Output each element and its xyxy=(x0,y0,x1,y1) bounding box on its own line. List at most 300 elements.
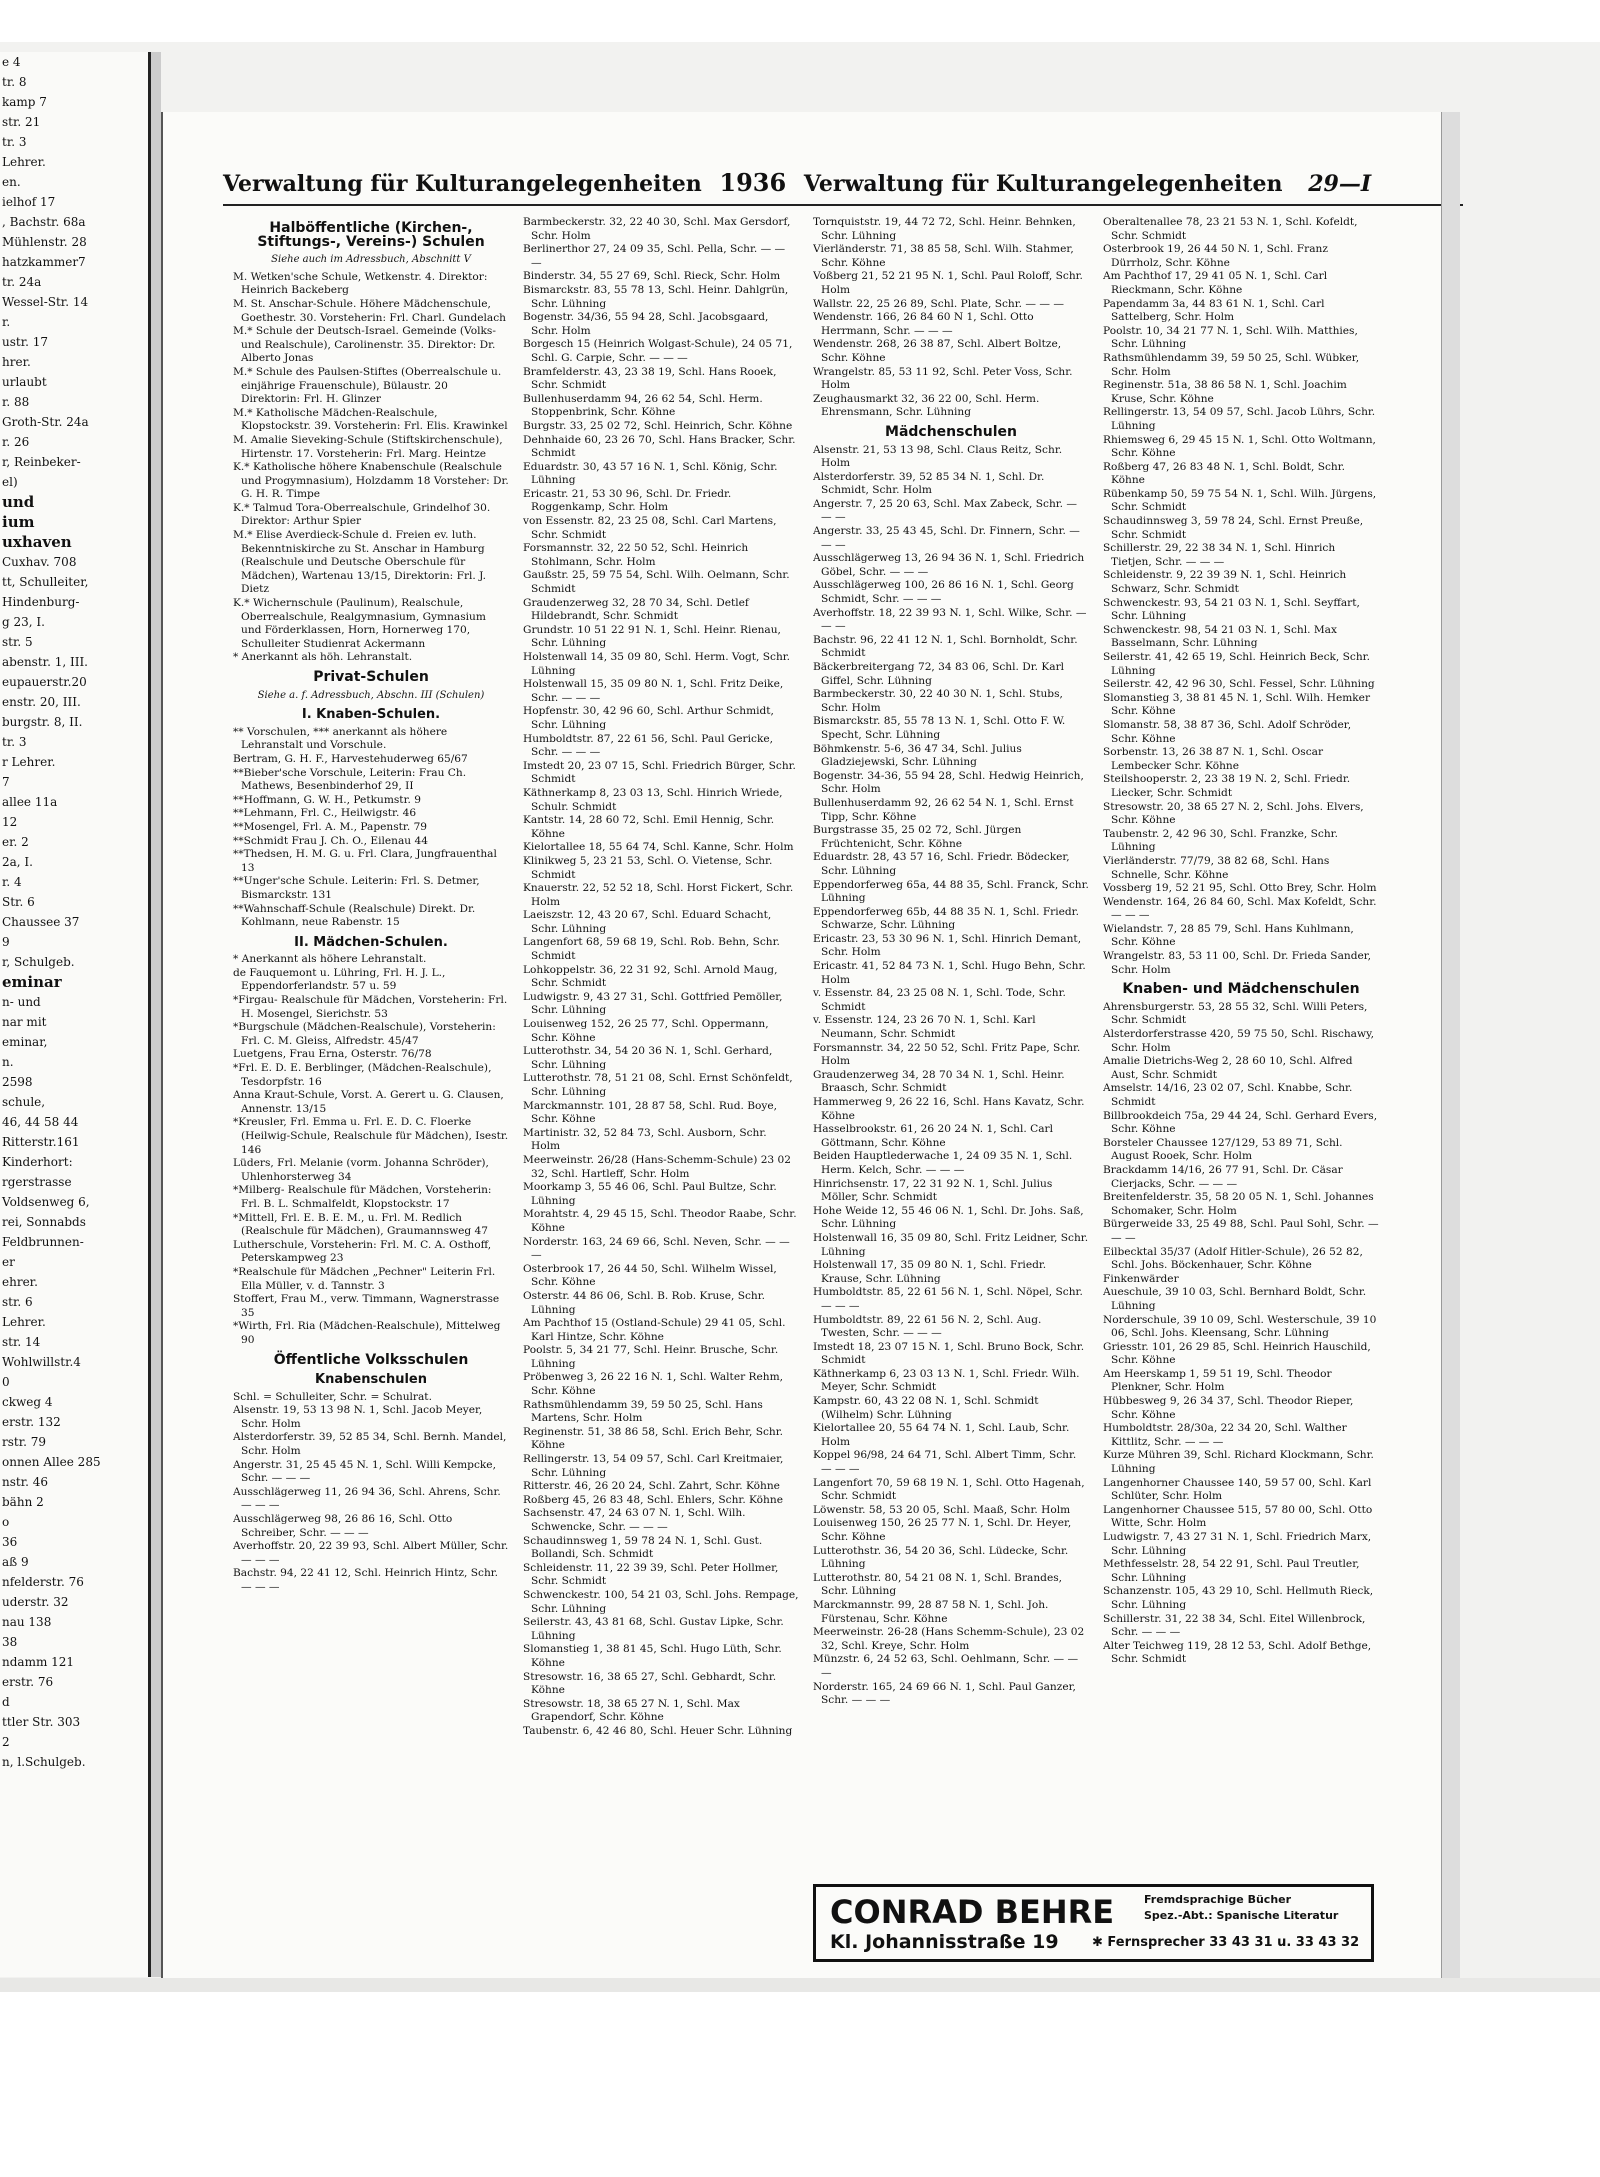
directory-entry: Käthnerkamp 6, 23 03 13 N. 1, Schl. Friedr. Wilh. Meyer, Schr. Schmidt xyxy=(813,1367,1080,1394)
directory-entry: Wendenstr. 268, 26 38 87, Schl. Albert Boltze, Schr. Köhne xyxy=(813,338,1062,364)
left-page-line: ndamm 121 xyxy=(2,1655,75,1669)
directory-entry: Ericastr. 21, 53 30 96, Schl. Dr. Friedr. Roggenkamp, Schr. Holm xyxy=(523,487,732,514)
directory-entry: K.* Talmud Tora-Oberrealschule, Grindelhof 30. Direktor: Arthur Spier xyxy=(233,501,491,528)
left-page-line: nau 138 xyxy=(2,1615,52,1629)
directory-entry: Angerstr. 33, 25 43 45, Schl. Dr. Finnern, Schr. — — — xyxy=(813,525,1080,551)
left-page-line: bähn 2 xyxy=(2,1495,44,1509)
directory-entry: Berlinerthor 27, 24 09 35, Schl. Pella, Schr. — — — xyxy=(523,243,786,269)
left-page-line: Chaussee 37 xyxy=(2,915,80,929)
directory-entry: Bürgerweide 33, 25 49 88, Schl. Paul Sohl, Schr. — — — xyxy=(1103,1218,1379,1244)
directory-entry: Schwenckestr. 98, 54 21 03 N. 1, Schl. Max Basselmann, Schr. Lühning xyxy=(1103,623,1337,650)
directory-entry: Barmbeckerstr. 32, 22 40 30, Schl. Max Gersdorf, Schr. Holm xyxy=(523,216,791,242)
directory-entry: Käthnerkamp 8, 23 03 13, Schl. Hinrich Wriede, Schulr. Schmidt xyxy=(523,786,783,813)
directory-entry: Lüders, Frl. Melanie (vorm. Johanna Schröder), Uhlenhorsterweg 34 xyxy=(233,1157,489,1183)
left-page-line: o xyxy=(2,1515,10,1529)
directory-entry: Stresowstr. 16, 38 65 27, Schl. Gebhardt, Schr. Köhne xyxy=(523,1670,777,1697)
section-note: Siehe a. f. Adressbuch, Abschn. III (Schulen) xyxy=(257,689,485,701)
section-heading: Privat-Schulen xyxy=(313,669,429,685)
directory-entry: Schl. = Schulleiter, Schr. = Schulrat. xyxy=(233,1390,432,1403)
directory-entry: Stresowstr. 18, 38 65 27 N. 1, Schl. Max Grapendorf, Schr. Köhne xyxy=(523,1697,740,1724)
left-page-line: el) xyxy=(2,475,18,489)
directory-entry: **Lehmann, Frl. C., Heilwigstr. 46 xyxy=(233,807,417,820)
header-right-title: Verwaltung für Kulturangelegenheiten xyxy=(803,171,1283,197)
directory-entry: **Wahnschaff-Schule (Realschule) Direkt. Dr. Kohlmann, neue Rabenstr. 15 xyxy=(233,902,476,929)
directory-entry: v. Essenstr. 84, 23 25 08 N. 1, Schl. Tode, Schr. Schmidt xyxy=(813,987,1066,1013)
directory-entry: Schanzenstr. 105, 43 29 10, Schl. Hellmuth Rieck, Schr. Lühning xyxy=(1103,1585,1374,1611)
left-page-line: tr. 24a xyxy=(2,275,42,289)
directory-entry: Burgstrasse 35, 25 02 72, Schl. Jürgen Früchtenicht, Schr. Köhne xyxy=(813,824,1022,850)
directory-entry: Beiden Hauptlederwache 1, 24 09 35 N. 1, Schl. Herm. Kelch, Schr. — — — xyxy=(813,1150,1073,1176)
directory-entry: Norderstr. 163, 24 69 66, Schl. Neven, Schr. — — — xyxy=(523,1235,790,1262)
ad-tagline-2: Spez.-Abt.: Spanische Literatur xyxy=(1144,1909,1339,1922)
directory-entry: Taubenstr. 6, 42 46 80, Schl. Heuer Schr. Lühning xyxy=(523,1724,793,1737)
directory-entry: Ausschlägerweg 13, 26 94 36 N. 1, Schl. Friedrich Göbel, Schr. — — — xyxy=(813,552,1085,578)
directory-entry: Breitenfelderstr. 35, 58 20 05 N. 1, Schl. Johannes Schomaker, Schr. Holm xyxy=(1103,1191,1374,1217)
directory-entry: Schwenckestr. 100, 54 21 03, Schl. Johs. Rempage, Schr. Lühning xyxy=(523,1588,799,1615)
directory-entry: Wrangelstr. 83, 53 11 00, Schl. Dr. Frieda Sander, Schr. Holm xyxy=(1103,950,1372,976)
directory-entry: Sorbenstr. 13, 26 38 87 N. 1, Schl. Oscar Lembecker Schr. Köhne xyxy=(1103,746,1324,772)
directory-entry: *Wirth, Frl. Ria (Mädchen-Realschule), Mittelweg 90 xyxy=(233,1320,501,1346)
directory-entry: Finkenwärder xyxy=(1103,1272,1179,1285)
directory-entry: M.* Schule des Paulsen-Stiftes (Oberrealschule u. einjährige Frauenschule), Bülaustr. 20 Direktorin: Frl. H. Glinzer xyxy=(233,365,502,406)
directory-entry: Steilshooperstr. 2, 23 38 19 N. 2, Schl. Friedr. Liecker, Schr. Schmidt xyxy=(1103,773,1351,799)
directory-entry: Voßberg 21, 52 21 95 N. 1, Schl. Paul Roloff, Schr. Holm xyxy=(813,270,1083,296)
left-page-line: 2 xyxy=(2,1735,10,1749)
directory-entry: Imstedt 20, 23 07 15, Schl. Friedrich Bürger, Schr. Schmidt xyxy=(523,759,796,786)
column-4 xyxy=(1103,216,1379,1876)
left-page-line: ehrer. xyxy=(2,1275,38,1289)
section-heading: Knabenschulen xyxy=(315,1372,427,1388)
header-year: 1936 xyxy=(719,168,787,197)
directory-entry: Pröbenweg 3, 26 22 16 N. 1, Schl. Walter Rehm, Schr. Köhne xyxy=(523,1371,783,1398)
directory-entry: Osterbrook 17, 26 44 50, Schl. Wilhelm Wissel, Schr. Köhne xyxy=(523,1262,777,1289)
directory-entry: Anna Kraut-Schule, Vorst. A. Gerert u. G. Clausen, Annenstr. 13/15 xyxy=(233,1089,504,1115)
directory-entry: von Essenstr. 82, 23 25 08, Schl. Carl Martens, Schr. Schmidt xyxy=(523,515,777,541)
page-number: 29—I xyxy=(1308,171,1372,197)
directory-entry: Ritterstr. 46, 26 20 24, Schl. Zahrt, Schr. Köhne xyxy=(523,1480,780,1493)
left-page-line: r. 26 xyxy=(2,435,30,449)
directory-entry: Aueschule, 39 10 03, Schl. Bernhard Boldt, Schr. Lühning xyxy=(1103,1286,1367,1312)
directory-entry: Barmbeckerstr. 30, 22 40 30 N. 1, Schl. Stubs, Schr. Holm xyxy=(813,688,1063,714)
directory-entry: Graudenzerweg 32, 28 70 34, Schl. Detlef Hildebrandt, Schr. Schmidt xyxy=(523,596,749,623)
directory-entry: Tornquiststr. 19, 44 72 72, Schl. Heinr. Behnken, Schr. Lühning xyxy=(813,216,1076,242)
directory-entry: Bogenstr. 34-36, 55 94 28, Schl. Hedwig Heinrich, Schr. Holm xyxy=(813,769,1084,796)
directory-entry: Reginenstr. 51a, 38 86 58 N. 1, Schl. Joachim Kruse, Schr. Köhne xyxy=(1103,379,1347,405)
directory-entry: **Thedsen, H. M. G. u. Frl. Clara, Jungfrauenthal 13 xyxy=(233,848,497,874)
left-page-line: , Bachstr. 68a xyxy=(2,215,86,229)
left-page-line: erstr. 132 xyxy=(2,1415,61,1429)
left-page-line: und xyxy=(2,493,35,511)
section-heading: Halböffentliche (Kirchen-, Stiftungs-, Vereins-) Schulen xyxy=(257,220,485,250)
directory-entry: Wendenstr. 166, 26 84 60 N 1, Schl. Otto Herrmann, Schr. — — — xyxy=(813,311,1034,337)
directory-entry: **Bieber'sche Vorschule, Leiterin: Frau Ch. Mathews, Besenbinderhof 29, II xyxy=(233,766,467,793)
directory-entry: Binderstr. 34, 55 27 69, Schl. Rieck, Schr. Holm xyxy=(523,270,781,283)
left-page-line: en. xyxy=(2,175,21,189)
directory-entry: v. Essenstr. 124, 23 26 70 N. 1, Schl. Karl Neumann, Schr. Schmidt xyxy=(813,1014,1036,1041)
ad-company-name: CONRAD BEHRE xyxy=(830,1893,1115,1931)
left-page-line: er. 2 xyxy=(2,835,29,849)
directory-entry: Lohkoppelstr. 36, 22 31 92, Schl. Arnold Maug, Schr. Schmidt xyxy=(523,963,778,990)
directory-entry: Ericastr. 23, 53 30 96 N. 1, Schl. Hinrich Demant, Schr. Holm xyxy=(813,932,1082,959)
directory-entry: Schleidenstr. 9, 22 39 39 N. 1, Schl. Heinrich Schwarz, Schr. Schmidt xyxy=(1103,569,1347,596)
directory-entry: **Mosengel, Frl. A. M., Papenstr. 79 xyxy=(233,820,428,833)
directory-entry: Papendamm 3a, 44 83 61 N. 1, Schl. Carl Sattelberg, Schr. Holm xyxy=(1103,297,1325,324)
left-page-line: r. 88 xyxy=(2,395,30,409)
directory-entry: Am Heerskamp 1, 59 51 19, Schl. Theodor Plenkner, Schr. Holm xyxy=(1103,1367,1332,1394)
columns xyxy=(233,216,1383,1876)
directory-entry: Schaudinnsweg 3, 59 78 24, Schl. Ernst Preuße, Schr. Schmidt xyxy=(1103,515,1364,541)
directory-entry: Poolstr. 5, 34 21 77, Schl. Heinr. Brusche, Schr. Lühning xyxy=(523,1344,779,1370)
left-page-line: r, Reinbeker- xyxy=(2,455,81,469)
directory-entry: Lutterothstr. 34, 54 20 36 N. 1, Schl. Gerhard, Schr. Lühning xyxy=(523,1045,773,1071)
directory-entry: Humboldtstr. 28/30a, 22 34 20, Schl. Walther Kittlitz, Schr. — — — xyxy=(1103,1422,1347,1448)
directory-entry: Borsteler Chaussee 127/129, 53 89 71, Schl. August Rooek, Schr. Holm xyxy=(1103,1136,1343,1163)
directory-entry: Angerstr. 31, 25 45 45 N. 1, Schl. Willi Kempcke, Schr. — — — xyxy=(233,1458,496,1485)
left-page-line: Feldbrunnen- xyxy=(2,1235,84,1249)
directory-entry: Eilbecktal 35/37 (Adolf Hitler-Schule), 26 52 82, Schl. Johs. Böckenhauer, Schr. Köhne xyxy=(1103,1245,1363,1272)
left-page-fragment xyxy=(0,52,151,1977)
directory-entry: Koppel 96/98, 24 64 71, Schl. Albert Timm, Schr. — — — xyxy=(813,1449,1077,1476)
directory-entry: Holstenwall 15, 35 09 80 N. 1, Schl. Fritz Deike, Schr. — — — xyxy=(523,678,784,704)
left-page-line: Str. 6 xyxy=(2,895,35,909)
directory-entry: Amselstr. 14/16, 23 02 07, Schl. Knabbe, Schr. Schmidt xyxy=(1103,1082,1353,1108)
directory-entry: Griesstr. 101, 26 29 85, Schl. Heinrich Hauschild, Schr. Köhne xyxy=(1103,1340,1371,1367)
left-page-line: Mühlenstr. 28 xyxy=(2,235,87,249)
directory-entry: *Milberg- Realschule für Mädchen, Vorsteherin: Frl. B. L. Schmalfeldt, Klopstockstr. 17 xyxy=(233,1184,492,1210)
directory-entry: Stoffert, Frau M., verw. Timmann, Wagnerstrasse 35 xyxy=(233,1293,500,1319)
directory-entry: Bismarckstr. 83, 55 78 13, Schl. Heinr. Dahlgrün, Schr. Lühning xyxy=(523,283,789,310)
left-page-line: eupauerstr.20 xyxy=(2,675,87,689)
left-page-line: Ritterstr.161 xyxy=(2,1135,80,1149)
directory-entry: Ausschlägerweg 11, 26 94 36, Schl. Ahrens, Schr. — — — xyxy=(233,1485,501,1512)
column-3 xyxy=(813,216,1089,1876)
directory-page xyxy=(161,112,1443,1980)
left-page-line: 0 xyxy=(2,1375,10,1389)
directory-entry: Osterbrook 19, 26 44 50 N. 1, Schl. Franz Dürrholz, Schr. Köhne xyxy=(1103,243,1328,269)
left-page-line: Kinderhort: xyxy=(2,1155,73,1169)
directory-entry: Roßberg 45, 26 83 48, Schl. Ehlers, Schr. Köhne xyxy=(523,1493,783,1506)
directory-entry: Taubenstr. 2, 42 96 30, Schl. Franzke, Schr. Lühning xyxy=(1103,827,1338,854)
directory-entry: Norderschule, 39 10 09, Schl. Westerschule, 39 10 06, Schl. Johs. Kleensang, Schr. Lühning xyxy=(1103,1313,1377,1340)
left-page-line: rstr. 79 xyxy=(2,1435,47,1449)
directory-entry: Bramfelderstr. 43, 23 38 19, Schl. Hans Rooek, Schr. Schmidt xyxy=(523,365,777,392)
directory-entry: Ausschlägerweg 98, 26 86 16, Schl. Otto Schreiber, Schr. — — — xyxy=(233,1513,453,1539)
left-page-line: r, Schulgeb. xyxy=(2,955,75,969)
left-page-line: ttler Str. 303 xyxy=(2,1715,81,1729)
left-page-line: erstr. 76 xyxy=(2,1675,54,1689)
left-page-line: Hindenburg- xyxy=(2,595,80,609)
left-page-line: urlaubt xyxy=(2,375,47,389)
directory-entry: Marckmannstr. 99, 28 87 58 N. 1, Schl. Joh. Fürstenau, Schr. Köhne xyxy=(813,1598,1049,1625)
left-page-line: str. 14 xyxy=(2,1335,41,1349)
directory-entry: Alsterdorferstrasse 420, 59 75 50, Schl. Rischawy, Schr. Holm xyxy=(1103,1028,1375,1054)
directory-entry: Ericastr. 41, 52 84 73 N. 1, Schl. Hugo Behn, Schr. Holm xyxy=(813,960,1086,986)
directory-entry: Slomanstr. 58, 38 87 36, Schl. Adolf Schröder, Schr. Köhne xyxy=(1103,718,1352,745)
ad-phone: ✱ Fernsprecher 33 43 31 u. 33 43 32 xyxy=(1092,1935,1360,1950)
left-page-line: Wessel-Str. 14 xyxy=(2,295,89,309)
directory-entry: Gaußstr. 25, 59 75 54, Schl. Wilh. Oelmann, Schr. Schmidt xyxy=(523,569,790,596)
left-page-line: r. xyxy=(2,315,11,329)
directory-entry: Hasselbrookstr. 61, 26 20 24 N. 1, Schl. Carl Göttmann, Schr. Köhne xyxy=(813,1123,1054,1149)
directory-entry: Morahtstr. 4, 29 45 15, Schl. Theodor Raabe, Schr. Köhne xyxy=(523,1208,797,1234)
directory-entry: *Burgschule (Mädchen-Realschule), Vorsteherin: Frl. C. M. Gleiss, Alfredstr. 45/47 xyxy=(233,1021,496,1047)
left-page-line: n- und xyxy=(2,995,41,1009)
directory-entry: Graudenzerweg 34, 28 70 34 N. 1, Schl. Heinr. Braasch, Schr. Schmidt xyxy=(813,1068,1065,1095)
left-page-line: tt, Schulleiter, xyxy=(2,575,89,589)
directory-entry: Wallstr. 22, 25 26 89, Schl. Plate, Schr. — — — xyxy=(813,297,1064,310)
directory-entry: Seilerstr. 41, 42 65 19, Schl. Heinrich Beck, Schr. Lühning xyxy=(1103,651,1370,677)
left-page-line: str. 21 xyxy=(2,115,41,129)
directory-entry: Sachsenstr. 47, 24 63 07 N. 1, Schl. Wilh. Schwencke, Schr. — — — xyxy=(523,1507,746,1533)
left-page-line: allee 11a xyxy=(2,795,58,809)
directory-entry: Amalie Dietrichs-Weg 2, 28 60 10, Schl. Alfred Aust, Schr. Schmidt xyxy=(1103,1055,1353,1081)
directory-entry: Poolstr. 10, 34 21 77 N. 1, Schl. Wilh. Matthies, Schr. Lühning xyxy=(1103,324,1358,351)
directory-entry: Böhmkenstr. 5-6, 36 47 34, Schl. Julius Gladziejewski, Schr. Lühning xyxy=(813,742,1022,769)
page-edge xyxy=(1441,112,1460,1980)
directory-entry: Grundstr. 10 51 22 91 N. 1, Schl. Heinr. Rienau, Schr. Lühning xyxy=(523,623,781,650)
directory-entry: M.* Schule der Deutsch-Israel. Gemeinde (Volks- und Realschule), Carolinenstr. 35. Direktor: Dr. Alberto Jonas xyxy=(233,325,496,365)
left-page-line: Lehrer. xyxy=(2,1315,46,1329)
directory-entry: Averhoffstr. 20, 22 39 93, Schl. Albert Müller, Schr. — — — xyxy=(233,1540,509,1566)
book-gutter xyxy=(151,52,161,1977)
left-page-line: uxhaven xyxy=(2,533,72,551)
directory-entry: Holstenwall 16, 35 09 80, Schl. Fritz Leidner, Schr. Lühning xyxy=(813,1231,1089,1258)
left-page-line: ium xyxy=(2,513,35,531)
directory-entry: Hinrichsenstr. 17, 22 31 92 N. 1, Schl. Julius Möller, Schr. Schmidt xyxy=(813,1177,1053,1204)
directory-entry: **Unger'sche Schule. Leiterin: Frl. S. Detmer, Bismarckstr. 131 xyxy=(233,875,480,901)
directory-entry: Seilerstr. 43, 43 81 68, Schl. Gustav Lipke, Schr. Lühning xyxy=(523,1616,784,1642)
directory-entry: Holstenwall 14, 35 09 80, Schl. Herm. Vogt, Schr. Lühning xyxy=(523,651,791,677)
directory-entry: Alter Teichweg 119, 28 12 53, Schl. Adolf Bethge, Schr. Schmidt xyxy=(1103,1639,1372,1666)
directory-entry: Am Pachthof 17, 29 41 05 N. 1, Schl. Carl Rieckmann, Schr. Köhne xyxy=(1103,270,1328,296)
left-page-line: 7 xyxy=(2,775,10,789)
directory-entry: Münzstr. 6, 24 52 63, Schl. Oehlmann, Schr. — — — xyxy=(813,1653,1079,1679)
scan-bottom-edge xyxy=(0,1978,1600,1992)
directory-entry: Ludwigstr. 7, 43 27 31 N. 1, Schl. Friedrich Marx, Schr. Lühning xyxy=(1103,1531,1372,1557)
directory-entry: Brackdamm 14/16, 26 77 91, Schl. Dr. Cäsar Cierjacks, Schr. — — — xyxy=(1103,1163,1343,1190)
directory-entry: Kantstr. 14, 28 60 72, Schl. Emil Hennig, Schr. Köhne xyxy=(523,814,775,840)
directory-entry: de Fauquemont u. Lühring, Frl. H. J. L., Eppendorferlandstr. 57 u. 59 xyxy=(233,966,446,993)
directory-entry: Billbrookdeich 75a, 29 44 24, Schl. Gerhard Evers, Schr. Köhne xyxy=(1103,1109,1378,1136)
directory-entry: Bismarckstr. 85, 55 78 13 N. 1, Schl. Otto F. W. Specht, Schr. Lühning xyxy=(813,715,1066,741)
directory-entry: Rellingerstr. 13, 54 09 57, Schl. Carl Kreitmaier, Schr. Lühning xyxy=(523,1453,784,1479)
section-heading: I. Knaben-Schulen. xyxy=(301,707,441,723)
directory-entry: Eduardstr. 28, 43 57 16, Schl. Friedr. Bödecker, Schr. Lühning xyxy=(813,851,1070,877)
left-page-line: Wohlwillstr.4 xyxy=(2,1355,81,1369)
directory-entry: Hammerweg 9, 26 22 16, Schl. Hans Kavatz, Schr. Köhne xyxy=(813,1096,1085,1122)
directory-entry: Kielortallee 18, 55 64 74, Schl. Kanne, Schr. Holm xyxy=(523,841,794,854)
directory-entry: Kurze Mühren 39, Schl. Richard Klockmann, Schr. Lühning xyxy=(1103,1449,1374,1476)
directory-entry: Alsenstr. 21, 53 13 98, Schl. Claus Reitz, Schr. Holm xyxy=(813,443,1063,470)
directory-entry: Eduardstr. 30, 43 57 16 N. 1, Schl. König, Schr. Lühning xyxy=(523,460,778,487)
left-page-line: Cuxhav. 708 xyxy=(2,555,77,569)
directory-entry: M.* Katholische Mädchen-Realschule, Klopstockstr. 39. Vorsteherin: Frl. Elis. Krawinkel xyxy=(233,406,508,433)
directory-entry: Meerweinstr. 26-28 (Hans Schemm-Schule), 23 02 32, Schl. Kreye, Schr. Holm xyxy=(813,1626,1085,1652)
directory-entry: *Firgau- Realschule für Mädchen, Vorsteherin: Frl. H. Mosengel, Sierichstr. 53 xyxy=(233,994,508,1020)
directory-entry: Slomanstieg 1, 38 81 45, Schl. Hugo Lüth, Schr. Köhne xyxy=(523,1643,782,1669)
left-page-line: nfelderstr. 76 xyxy=(2,1575,84,1589)
directory-entry: Schwenckestr. 93, 54 21 03 N. 1, Schl. Seyffart, Schr. Lühning xyxy=(1103,596,1360,623)
directory-entry: Lutterothstr. 80, 54 21 08 N. 1, Schl. Brandes, Schr. Lühning xyxy=(813,1571,1063,1598)
left-page-line: r Lehrer. xyxy=(2,755,56,769)
directory-entry: M. Wetken'sche Schule, Wetkenstr. 4. Direktor: Heinrich Backeberg xyxy=(233,270,488,297)
directory-entry: Marckmannstr. 101, 28 87 58, Schl. Rud. Boye, Schr. Köhne xyxy=(523,1099,778,1126)
section-note: Siehe auch im Adressbuch, Abschnitt V xyxy=(271,254,471,266)
directory-entry: Langenhorner Chaussee 515, 57 80 00, Schl. Otto Witte, Schr. Holm xyxy=(1103,1503,1373,1530)
left-page-line: tr. 8 xyxy=(2,75,27,89)
left-page-line: nstr. 46 xyxy=(2,1475,49,1489)
directory-entry: M.* Elise Averdieck-Schule d. Freien ev. luth. Bekenntniskirche zu St. Anschar in Hamburg (Realschule und Deutsche Oberschule für Mädchen), Wartenau 13/15, Direktorin: Frl. J. Dietz xyxy=(233,529,486,596)
directory-entry: K.* Wichernschule (Paulinum), Realschule, Oberrealschule, Realgymnasium, Gymnasium und Förderklassen, Horn, Hornerweg 170, Schulleiter Studienrat Ackermann xyxy=(233,597,486,650)
left-page-line: g 23, I. xyxy=(2,615,45,629)
directory-entry: Zeughausmarkt 32, 36 22 00, Schl. Herm. Ehrensmann, Schr. Lühning xyxy=(813,392,1040,419)
directory-entry: Methfesselstr. 28, 54 22 91, Schl. Paul Treutler, Schr. Lühning xyxy=(1103,1558,1360,1584)
directory-entry: Laeiszstr. 12, 43 20 67, Schl. Eduard Schacht, Schr. Lühning xyxy=(523,909,772,935)
directory-entry: ** Vorschulen, *** anerkannt als höhere Lehranstalt und Vorschule. xyxy=(233,725,448,752)
left-page-line: uderstr. 32 xyxy=(2,1595,69,1609)
left-page-line: d xyxy=(2,1695,10,1709)
directory-entry: Seilerstr. 42, 42 96 30, Schl. Fessel, Schr. Lühning xyxy=(1103,678,1375,691)
directory-entry: Lutterothstr. 78, 51 21 08, Schl. Ernst Schönfeldt, Schr. Lühning xyxy=(523,1072,793,1098)
directory-entry: Rathsmühlendamm 39, 59 50 25, Schl. Hans Martens, Schr. Holm xyxy=(523,1398,763,1425)
left-page-line: 2598 xyxy=(2,1075,33,1089)
directory-entry: Schleidenstr. 11, 22 39 39, Schl. Peter Hollmer, Schr. Schmidt xyxy=(523,1561,779,1588)
directory-entry: *Frl. E. D. E. Berblinger, (Mädchen-Realschule), Tesdorpfstr. 16 xyxy=(233,1062,492,1088)
left-page-line: eminar, xyxy=(2,1035,48,1049)
section-heading: Knaben- und Mädchenschulen xyxy=(1122,981,1360,998)
directory-entry: Bäckerbreitergang 72, 34 83 06, Schl. Dr. Karl Giffel, Schr. Lühning xyxy=(813,661,1065,687)
directory-entry: Luetgens, Frau Erna, Osterstr. 76/78 xyxy=(233,1048,432,1061)
directory-entry: Forsmannstr. 34, 22 50 52, Schl. Fritz Pape, Schr. Holm xyxy=(813,1041,1081,1068)
directory-entry: Louisenweg 152, 26 25 77, Schl. Oppermann, Schr. Köhne xyxy=(523,1018,769,1044)
left-page-line: burgstr. 8, II. xyxy=(2,715,83,729)
directory-entry: Langenfort 68, 59 68 19, Schl. Rob. Behn, Schr. Schmidt xyxy=(523,936,780,963)
left-page-line: hatzkammer7 xyxy=(2,255,86,269)
directory-entry: * Anerkannt als höh. Lehranstalt. xyxy=(233,651,413,664)
directory-entry: Langenhorner Chaussee 140, 59 57 00, Schl. Karl Schlüter, Schr. Holm xyxy=(1103,1476,1372,1503)
left-page-line: 9 xyxy=(2,935,10,949)
directory-entry: Hopfenstr. 30, 42 96 60, Schl. Arthur Schmidt, Schr. Lühning xyxy=(523,705,774,731)
directory-entry: Angerstr. 7, 25 20 63, Schl. Max Zabeck, Schr. — — — xyxy=(813,497,1077,524)
directory-entry: **Schmidt Frau J. Ch. O., Eilenau 44 xyxy=(233,834,428,847)
left-page-line: abenstr. 1, III. xyxy=(2,655,88,669)
directory-entry: Kampstr. 60, 43 22 08 N. 1, Schl. Schmidt (Wilhelm) Schr. Lühning xyxy=(813,1395,1039,1421)
directory-entry: M. St. Anschar-Schule. Höhere Mädchenschule, Goethestr. 30. Vorsteherin: Frl. Charl. Gundelach xyxy=(233,297,506,324)
directory-entry: Bachstr. 94, 22 41 12, Schl. Heinrich Hintz, Schr. — — — xyxy=(233,1567,499,1593)
ad-tagline-1: Fremdsprachige Bücher xyxy=(1144,1893,1292,1906)
left-page-line: 46, 44 58 44 xyxy=(2,1115,79,1129)
directory-entry: Bullenhuserdamm 92, 26 62 54 N. 1, Schl. Ernst Tipp, Schr. Köhne xyxy=(813,796,1074,823)
directory-entry: Holstenwall 17, 35 09 80 N. 1, Schl. Friedr. Krause, Schr. Lühning xyxy=(813,1259,1047,1285)
left-page-line: hrer. xyxy=(2,355,31,369)
directory-entry: Martinistr. 32, 52 84 73, Schl. Ausborn, Schr. Holm xyxy=(523,1126,767,1153)
section-heading: II. Mädchen-Schulen. xyxy=(294,934,448,950)
directory-entry: Ahrensburgerstr. 53, 28 55 32, Schl. Willi Peters, Schr. Schmidt xyxy=(1103,1000,1368,1027)
directory-entry: Rübenkamp 50, 59 75 54 N. 1, Schl. Wilh. Jürgens, Schr. Schmidt xyxy=(1103,487,1377,514)
directory-entry: Meerweinstr. 26/28 (Hans-Schemm-Schule) 23 02 32, Schl. Hartleff, Schr. Holm xyxy=(523,1153,792,1180)
directory-entry: Klinikweg 5, 23 21 53, Schl. O. Vietense, Schr. Schmidt xyxy=(523,854,773,881)
page-header xyxy=(223,168,1463,206)
directory-entry: Reginenstr. 51, 38 86 58, Schl. Erich Behr, Schr. Köhne xyxy=(523,1425,784,1452)
left-page-line: rei, Sonnabds xyxy=(2,1215,86,1229)
left-page-line: aß 9 xyxy=(2,1555,29,1569)
left-page-line: str. 5 xyxy=(2,635,33,649)
directory-entry: Moorkamp 3, 55 46 06, Schl. Paul Bultze, Schr. Lühning xyxy=(523,1181,777,1207)
directory-entry: Alsterdorferstr. 39, 52 85 34, Schl. Bernh. Mandel, Schr. Holm xyxy=(233,1431,507,1458)
directory-entry: Hübbesweg 9, 26 34 37, Schl. Theodor Rieper, Schr. Köhne xyxy=(1103,1395,1354,1421)
left-page-line: r. 4 xyxy=(2,875,22,889)
left-page-line: tr. 3 xyxy=(2,135,27,149)
left-page-line: schule, xyxy=(2,1095,46,1109)
directory-entry: *Realschule für Mädchen „Pechner" Leiterin Frl. Ella Müller, v. d. Tannstr. 3 xyxy=(233,1265,496,1292)
directory-entry: M. Amalie Sieveking-Schule (Stiftskirchenschule), Hirtenstr. 17. Vorsteherin: Frl. Marg. Heintze xyxy=(233,433,503,460)
directory-entry: K.* Katholische höhere Knabenschule (Realschule und Progymnasium), Holzdamm 18 Vorsteher: Dr. G. H. R. Timpe xyxy=(233,461,509,501)
directory-entry: Borgesch 15 (Heinrich Wolgast-Schule), 24 05 71, Schl. G. Carpie, Schr. — — — xyxy=(523,338,793,364)
directory-entry: Forsmannstr. 32, 22 50 52, Schl. Heinrich Stohlmann, Schr. Holm xyxy=(523,542,749,568)
directory-entry: Schillerstr. 29, 22 38 34 N. 1, Schl. Hinrich Tietjen, Schr. — — — xyxy=(1103,542,1336,568)
directory-entry: Slomanstieg 3, 38 81 45 N. 1, Schl. Wilh. Hemker Schr. Köhne xyxy=(1103,691,1371,718)
left-page-line: str. 6 xyxy=(2,1295,33,1309)
section-heading: Öffentliche Volksschulen xyxy=(273,1351,469,1368)
directory-entry: *Mittell, Frl. E. B. E. M., u. Frl. M. Redlich (Realschule für Mädchen), Graumannsweg 47 xyxy=(233,1211,489,1238)
directory-entry: Ludwigstr. 9, 43 27 31, Schl. Gottfried Pemöller, Schr. Lühning xyxy=(523,990,783,1017)
left-page-line: er xyxy=(2,1255,15,1269)
left-page-line: ustr. 17 xyxy=(2,335,49,349)
directory-entry: Vossberg 19, 52 21 95, Schl. Otto Brey, Schr. Holm xyxy=(1103,882,1377,895)
directory-entry: Vierländerstr. 71, 38 85 58, Schl. Wilh. Stahmer, Schr. Köhne xyxy=(813,243,1074,269)
directory-entry: Langenfort 70, 59 68 19 N. 1, Schl. Otto Hagenah, Schr. Schmidt xyxy=(813,1476,1085,1503)
advertisement-box xyxy=(813,1884,1374,1962)
directory-entry: Louisenweg 150, 26 25 77 N. 1, Schl. Dr. Heyer, Schr. Köhne xyxy=(813,1517,1072,1543)
directory-entry: **Hoffmann, G. W. H., Petkumstr. 9 xyxy=(233,793,421,806)
left-page-line: e 4 xyxy=(2,55,21,69)
directory-entry: Alsterdorferstr. 39, 52 85 34 N. 1, Schl. Dr. Schmidt, Schr. Holm xyxy=(813,470,1045,497)
directory-entry: Hohe Weide 12, 55 46 06 N. 1, Schl. Dr. Johs. Saß, Schr. Lühning xyxy=(813,1204,1084,1231)
section-heading: Mädchenschulen xyxy=(885,423,1017,440)
left-page-line: tr. 3 xyxy=(2,735,27,749)
directory-entry: Rhiemsweg 6, 29 45 15 N. 1, Schl. Otto Woltmann, Schr. Köhne xyxy=(1103,433,1376,460)
directory-entry: Schaudinnsweg 1, 59 78 24 N. 1, Schl. Gust. Bollandi, Sch. Schmidt xyxy=(523,1534,763,1561)
directory-entry: Humboldtstr. 85, 22 61 56 N. 1, Schl. Nöpel, Schr. — — — xyxy=(813,1286,1083,1312)
column-1 xyxy=(233,216,509,1876)
directory-entry: Wendenstr. 164, 26 84 60, Schl. Max Kofeldt, Schr. — — — xyxy=(1103,895,1377,922)
left-page-line: Groth-Str. 24a xyxy=(2,415,89,429)
left-page-line: ielhof 17 xyxy=(2,195,56,209)
directory-entry: Imstedt 18, 23 07 15 N. 1, Schl. Bruno Bock, Schr. Schmidt xyxy=(813,1340,1085,1367)
left-page-line: rgerstrasse xyxy=(2,1175,72,1189)
directory-entry: Bachstr. 96, 22 41 12 N. 1, Schl. Bornholdt, Schr. Schmidt xyxy=(813,633,1078,660)
directory-entry: Osterstr. 44 86 06, Schl. B. Rob. Kruse, Schr. Lühning xyxy=(523,1289,765,1316)
left-page-line: onnen Allee 285 xyxy=(2,1455,101,1469)
directory-entry: Stresowstr. 20, 38 65 27 N. 2, Schl. Johs. Elvers, Schr. Köhne xyxy=(1103,800,1364,827)
left-page-line: enstr. 20, III. xyxy=(2,695,81,709)
directory-entry: Lutterothstr. 36, 54 20 36, Schl. Lüdecke, Schr. Lühning xyxy=(813,1544,1069,1571)
left-page-line: nar mit xyxy=(2,1015,47,1029)
directory-entry: Rellingerstr. 13, 54 09 57, Schl. Jacob Lührs, Schr. Lühning xyxy=(1103,406,1376,432)
directory-entry: Oberaltenallee 78, 23 21 53 N. 1, Schl. Kofeldt, Schr. Schmidt xyxy=(1103,216,1358,242)
left-page-line: 38 xyxy=(2,1635,18,1649)
left-page-line: Lehrer. xyxy=(2,155,46,169)
directory-entry: Rathsmühlendamm 39, 59 50 25, Schl. Wübker, Schr. Holm xyxy=(1103,351,1360,378)
left-page-line: 2a, I. xyxy=(2,855,33,869)
ad-address: Kl. Johannisstraße 19 xyxy=(830,1931,1059,1953)
directory-entry: Bullenhuserdamm 94, 26 62 54, Schl. Herm. Stoppenbrink, Schr. Köhne xyxy=(523,392,763,419)
directory-entry: Am Pachthof 15 (Ostland-Schule) 29 41 05, Schl. Karl Hintze, Schr. Köhne xyxy=(523,1317,786,1343)
left-page-line: eminar xyxy=(2,973,62,991)
directory-entry: Humboldtstr. 87, 22 61 56, Schl. Paul Gericke, Schr. — — — xyxy=(523,732,774,759)
directory-entry: *Kreusler, Frl. Emma u. Frl. E. D. C. Floerke (Heilwig-Schule, Realschule für Mädchen), Isestr. 146 xyxy=(233,1116,509,1156)
directory-entry: Norderstr. 165, 24 69 66 N. 1, Schl. Paul Ganzer, Schr. — — — xyxy=(813,1680,1076,1707)
